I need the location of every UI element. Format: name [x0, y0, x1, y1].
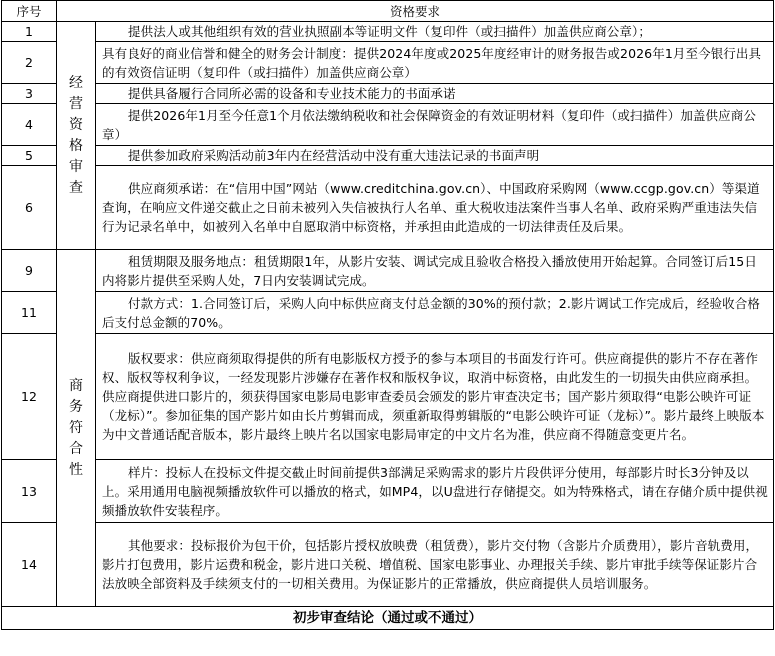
- row-text: 付款方式：1.合同签订后，采购人向中标供应商支付总金额的30%的预付款；2.影片调试工作完成后，经验收合格后支付总金额的70%。: [96, 292, 774, 334]
- row-number: 14: [2, 523, 57, 607]
- category-commercial: 商务符合性: [57, 250, 96, 607]
- header-row: [2, 1, 774, 22]
- table-row: [2, 22, 774, 42]
- table-row: [2, 166, 774, 250]
- header-requirement: 资格要求: [57, 1, 774, 22]
- table-row: [2, 42, 774, 84]
- row-text: 租赁期限及服务地点：租赁期限1年，从影片安装、调试完成且验收合格投入播放使用开始起算。合同签订后15日内将影片提供至采购人处，7日内安装调试完成。: [96, 250, 774, 292]
- header-seq: 序号: [2, 1, 57, 22]
- row-number: 3: [2, 84, 57, 104]
- row-number: 13: [2, 460, 57, 523]
- row-text: 提供参加政府采购活动前3年内在经营活动中没有重大违法记录的书面声明: [96, 146, 774, 166]
- table-row: [2, 460, 774, 523]
- row-number: 12: [2, 334, 57, 460]
- row-text: 提供法人或其他组织有效的营业执照副本等证明文件（复印件（或扫描件）加盖供应商公章）；: [96, 22, 774, 42]
- row-number: 2: [2, 42, 57, 84]
- row-number: 6: [2, 166, 57, 250]
- conclusion-row: [2, 607, 774, 630]
- table-row: [2, 523, 774, 607]
- row-text: 版权要求：供应商须取得提供的所有电影版权方授予的参与本项目的书面发行许可。供应商提供的影片不存在著作权、版权等权利争议，一经发现影片涉嫌存在著作权和版权争议，取消中标资格，由此发生的一切损失由供应商承担。供应商提供进口影片的，须获得国家电影局电影审查委员会颁发的影片审查决定书；国产影片须取得“电影公映许可证（龙标）”。参加征集的国产影片如由长片剪辑而成，须重新取得剪辑版的“电影公映许可证（龙标）”。影片最终上映版本为中文普通话配音版本，影片最终上映片名以国家电影局审定的中文片名为准，供应商不得随意变更片名。: [96, 334, 774, 460]
- table-row: [2, 104, 774, 146]
- row-number: 9: [2, 250, 57, 292]
- conclusion-text: 初步审查结论（通过或不通过）: [2, 607, 774, 630]
- row-text: 提供2026年1月至今任意1个月依法缴纳税收和社会保障资金的有效证明材料（复印件（或扫描件）加盖供应商公章）: [96, 104, 774, 146]
- table-row: [2, 334, 774, 460]
- table-row: [2, 84, 774, 104]
- row-text: 提供具备履行合同所必需的设备和专业技术能力的书面承诺: [96, 84, 774, 104]
- row-number: 11: [2, 292, 57, 334]
- row-text: 具有良好的商业信誉和健全的财务会计制度：提供2024年度或2025年度经审计的财务报告或2026年1月至今银行出具的有效资信证明（复印件（或扫描件）加盖供应商公章）: [96, 42, 774, 84]
- row-text: 供应商须承诺：在“信用中国”网站（www.creditchina.gov.cn）、中国政府采购网（www.ccgp.gov.cn）等渠道查询，在响应文件递交截止之日前未被列入失信被执行人名单、重大税收违法案件当事人名单、政府采购严重违法失信行为记录名单中，如被列入名单中自愿取消中标资格，并承担由此造成的一切法律责任及后果。: [96, 166, 774, 250]
- row-number: 5: [2, 146, 57, 166]
- qualification-table: [1, 0, 774, 630]
- table-row: [2, 250, 774, 292]
- row-text: 样片：投标人在投标文件提交截止时间前提供3部满足采购需求的影片片段供评分使用，每部影片时长3分钟及以上。采用通用电脑视频播放软件可以播放的格式，如MP4，以U盘进行存储提交。如为特殊格式，请在存储介质中提供视频播放软件安装程序。: [96, 460, 774, 523]
- table-row: [2, 146, 774, 166]
- table-row: [2, 292, 774, 334]
- row-number: 4: [2, 104, 57, 146]
- row-number: 1: [2, 22, 57, 42]
- row-text: 其他要求：投标报价为包干价，包括影片授权放映费（租赁费），影片交付物（含影片介质费用），影片音轨费用，影片打包费用，影片运费和税金，影片进口关税、增值税、国家电影事业、办理报关手续、影片审批手续等保证影片合法放映全部资料及手续须支付的一切相关费用。为保证影片的正常播放，供应商提供人员培训服务。: [96, 523, 774, 607]
- category-business: 经营资格审查: [57, 22, 96, 250]
